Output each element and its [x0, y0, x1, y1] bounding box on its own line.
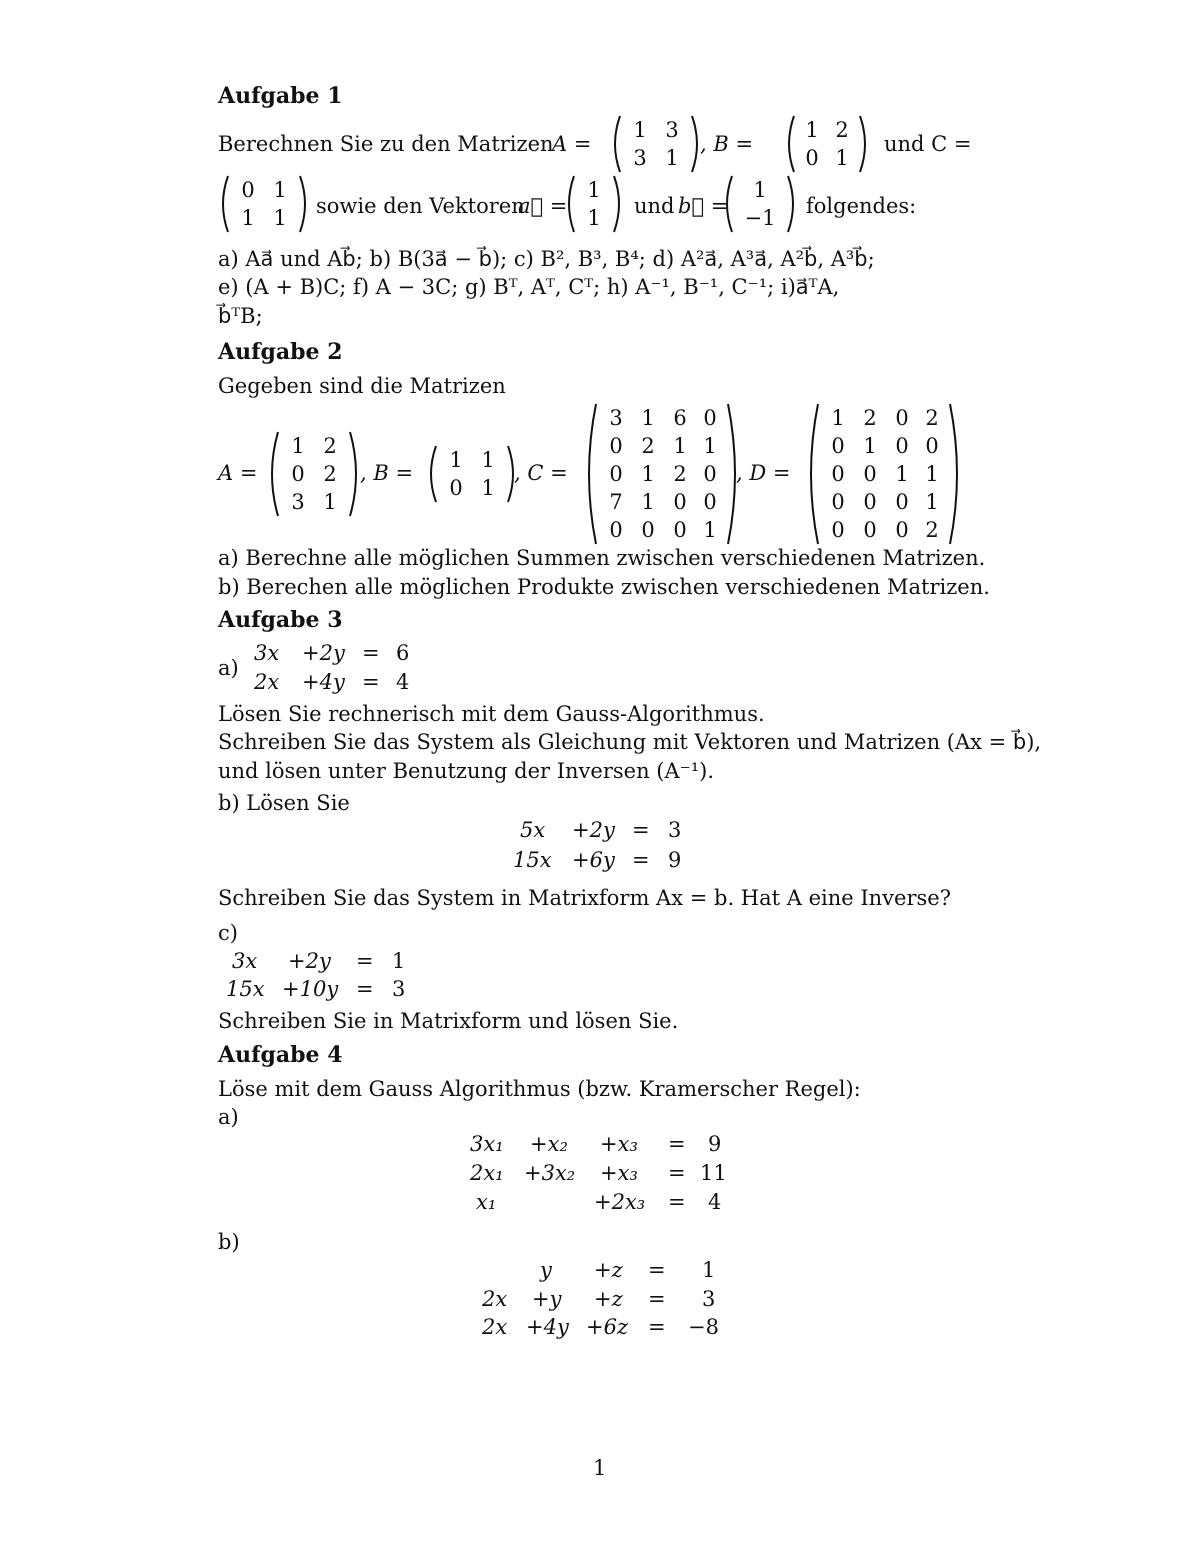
- matrix-cell: 1: [641, 462, 655, 486]
- heading-aufgabe-2: Aufgabe 2: [218, 339, 343, 365]
- a4-sys-a-r2-c2: +3x₂: [524, 1161, 576, 1185]
- a4-sys-b-r1-rhs: 1: [702, 1258, 716, 1282]
- a3-sys-b-r2-c2: +6y: [572, 848, 615, 872]
- a3-sys-c-r1-c1: 3x: [232, 949, 258, 973]
- a3-sys-c-r1-rhs: 1: [392, 949, 406, 973]
- a1-tasks-e-i: e) (A + B)C; f) A − 3C; g) Bᵀ, Aᵀ, Cᵀ; h) A⁻¹, B⁻¹, C⁻¹; i)a⃗ᵀA,: [218, 275, 840, 299]
- a4-sys-a-r3-c3: +2x₃: [594, 1190, 646, 1214]
- matrix-cell: 0: [291, 462, 305, 486]
- a4-sys-b-r1-eq: =: [648, 1258, 666, 1282]
- a2-matrix-C: [584, 402, 740, 546]
- matrix-cell: 1: [641, 406, 655, 430]
- a1-sowie: sowie den Vektoren: [316, 194, 525, 218]
- a3-sys-a-r1-eq: =: [362, 641, 380, 665]
- vector-cell: 1: [753, 178, 767, 202]
- a1-vec-b-label: b⃗ =: [678, 194, 729, 218]
- matrix-cell: 0: [863, 518, 877, 542]
- matrix-cell: 1: [703, 518, 717, 542]
- a3-sys-a-r1-c1: 3x: [254, 641, 280, 665]
- a3-text-2: Schreiben Sie das System als Gleichung mit Vektoren und Matrizen (Ax = b⃗),: [218, 730, 1042, 754]
- matrix-cell: 1: [863, 434, 877, 458]
- a4-sys-a-r2-c1: 2x₁: [470, 1161, 504, 1185]
- a3-sys-b-r2-eq: =: [632, 848, 650, 872]
- matrix-cell: 1: [925, 490, 939, 514]
- a1-A-label: A =: [552, 132, 592, 156]
- a3-label-b: b) Lösen Sie: [218, 791, 350, 815]
- a4-sys-a-r1-c2: +x₂: [530, 1132, 568, 1156]
- a3-sys-a-r1-c2: +2y: [302, 641, 345, 665]
- matrix-cell: 3: [665, 118, 679, 142]
- vector-cell: 1: [587, 206, 601, 230]
- matrix-cell: 7: [609, 490, 623, 514]
- a3-sys-c-r1-c2: +2y: [288, 949, 331, 973]
- a1-matrix-B: [782, 114, 872, 174]
- matrix-cell: 0: [895, 518, 909, 542]
- a1-matrix-C: [216, 174, 312, 234]
- a3-sys-b-r1-eq: =: [632, 818, 650, 842]
- matrix-cell: 0: [241, 178, 255, 202]
- a4-sys-b-r2-eq: =: [648, 1287, 666, 1311]
- matrix-cell: 1: [805, 118, 819, 142]
- matrix-cell: 0: [895, 434, 909, 458]
- a4-sys-b-r2-rhs: 3: [702, 1287, 716, 1311]
- a4-sys-b-r2-c2: +y: [532, 1287, 562, 1311]
- a1-folgendes: folgendes:: [806, 194, 917, 218]
- a4-sys-a-r1-c1: 3x₁: [470, 1132, 504, 1156]
- matrix-cell: 0: [703, 490, 717, 514]
- matrix-cell: 0: [831, 490, 845, 514]
- a2-B-label: , B =: [360, 461, 414, 485]
- heading-aufgabe-1: Aufgabe 1: [218, 83, 343, 109]
- a4-label-b: b): [218, 1230, 240, 1254]
- a4-sys-a-r1-c3: +x₃: [600, 1132, 638, 1156]
- matrix-cell: 0: [673, 490, 687, 514]
- matrix-cell: 0: [805, 146, 819, 170]
- matrix-cell: 1: [273, 206, 287, 230]
- a4-sys-b-r1-c2: y: [540, 1258, 552, 1282]
- a3-sys-a-r2-eq: =: [362, 670, 380, 694]
- matrix-cell: 1: [633, 118, 647, 142]
- matrix-cell: 0: [925, 434, 939, 458]
- a4-intro: Löse mit dem Gauss Algorithmus (bzw. Kramerscher Regel):: [218, 1077, 861, 1101]
- matrix-cell: 0: [673, 518, 687, 542]
- matrix-cell: 1: [835, 146, 849, 170]
- a3-sys-b-r1-c2: +2y: [572, 818, 615, 842]
- matrix-cell: 0: [831, 518, 845, 542]
- a2-A-label: A =: [218, 461, 258, 485]
- matrix-cell: 1: [481, 448, 495, 472]
- vector-cell: 1: [587, 178, 601, 202]
- a4-sys-b-r3-c2: +4y: [526, 1315, 569, 1339]
- a2-task-a: a) Berechne alle möglichen Summen zwischen verschiedenen Matrizen.: [218, 546, 986, 570]
- a4-sys-b-r3-rhs: −8: [688, 1315, 719, 1339]
- a4-sys-a-r2-rhs: 11: [700, 1161, 727, 1185]
- a3-sys-a-r2-rhs: 4: [396, 670, 410, 694]
- a3-text-5: Schreiben Sie in Matrixform und lösen Sie.: [218, 1009, 679, 1033]
- matrix-cell: 0: [863, 490, 877, 514]
- a1-matrix-A: [608, 114, 704, 174]
- matrix-cell: 1: [895, 462, 909, 486]
- matrix-cell: 3: [609, 406, 623, 430]
- a1-intro: Berechnen Sie zu den Matrizen: [218, 132, 554, 156]
- matrix-cell: 1: [665, 146, 679, 170]
- matrix-cell: 0: [609, 518, 623, 542]
- a3-label-a: a): [218, 656, 239, 680]
- a2-D-label: , D =: [736, 461, 791, 485]
- a3-text-3: und lösen unter Benutzung der Inversen (A⁻¹).: [218, 759, 715, 783]
- matrix-cell: 2: [863, 406, 877, 430]
- matrix-cell: 2: [323, 434, 337, 458]
- matrix-cell: 0: [609, 434, 623, 458]
- a2-C-label: , C =: [514, 461, 568, 485]
- matrix-cell: 1: [831, 406, 845, 430]
- a1-vector-b: [720, 174, 800, 234]
- matrix-cell: 0: [831, 434, 845, 458]
- a4-sys-b-r1-c3: +z: [594, 1258, 623, 1282]
- a4-sys-a-r2-c3: +x₃: [600, 1161, 638, 1185]
- matrix-cell: 2: [925, 518, 939, 542]
- matrix-cell: 1: [703, 434, 717, 458]
- matrix-cell: 2: [835, 118, 849, 142]
- a2-intro: Gegeben sind die Matrizen: [218, 374, 506, 398]
- a4-sys-b-r2-c1: 2x: [482, 1287, 508, 1311]
- a2-matrix-A: [266, 430, 362, 518]
- a3-sys-c-r1-eq: =: [356, 949, 374, 973]
- matrix-cell: 0: [863, 462, 877, 486]
- a3-sys-a-r1-rhs: 6: [396, 641, 410, 665]
- matrix-cell: 0: [895, 406, 909, 430]
- matrix-cell: 0: [895, 490, 909, 514]
- a4-sys-b-r2-c3: +z: [594, 1287, 623, 1311]
- a3-sys-b-r1-c1: 5x: [520, 818, 546, 842]
- a3-text-4: Schreiben Sie das System in Matrixform Ax = b. Hat A eine Inverse?: [218, 886, 951, 910]
- a3-sys-c-r2-c1: 15x: [226, 977, 265, 1001]
- matrix-cell: 0: [641, 518, 655, 542]
- a3-sys-c-r2-c2: +10y: [282, 977, 339, 1001]
- matrix-cell: 1: [241, 206, 255, 230]
- matrix-cell: 1: [291, 434, 305, 458]
- a4-sys-a-r1-eq: =: [668, 1132, 686, 1156]
- a4-sys-a-r2-eq: =: [668, 1161, 686, 1185]
- matrix-cell: 1: [323, 490, 337, 514]
- matrix-cell: 0: [831, 462, 845, 486]
- a4-sys-a-r3-c1: x₁: [476, 1190, 497, 1214]
- vector-cell: −1: [744, 206, 776, 230]
- matrix-cell: 1: [481, 476, 495, 500]
- a4-sys-b-r3-c1: 2x: [482, 1315, 508, 1339]
- a1-vector-a: [562, 174, 626, 234]
- a3-sys-c-r2-eq: =: [356, 977, 374, 1001]
- a3-sys-b-r2-rhs: 9: [668, 848, 682, 872]
- matrix-cell: 1: [925, 462, 939, 486]
- a3-sys-c-r2-rhs: 3: [392, 977, 406, 1001]
- a4-sys-a-r3-rhs: 4: [708, 1190, 722, 1214]
- matrix-cell: 0: [609, 462, 623, 486]
- matrix-cell: 2: [673, 462, 687, 486]
- heading-aufgabe-4: Aufgabe 4: [218, 1042, 343, 1068]
- a3-sys-a-r2-c2: +4y: [302, 670, 345, 694]
- a4-sys-a-r1-rhs: 9: [708, 1132, 722, 1156]
- a3-sys-a-r2-c1: 2x: [254, 670, 280, 694]
- matrix-cell: 2: [925, 406, 939, 430]
- matrix-cell: 1: [673, 434, 687, 458]
- a4-label-a: a): [218, 1105, 239, 1129]
- matrix-cell: 2: [323, 462, 337, 486]
- a1-B-label: , B =: [700, 132, 754, 156]
- a1-tasks-a-d: a) Aa⃗ und Ab⃗; b) B(3a⃗ − b⃗); c) B², B³, B⁴; d) A²a⃗, A³a⃗, A²b⃗, A³b⃗;: [218, 247, 875, 271]
- matrix-cell: 3: [633, 146, 647, 170]
- matrix-cell: 2: [641, 434, 655, 458]
- matrix-cell: 0: [449, 476, 463, 500]
- matrix-cell: 1: [641, 490, 655, 514]
- a2-task-b: b) Berechen alle möglichen Produkte zwischen verschiedenen Matrizen.: [218, 575, 990, 599]
- a3-label-c: c): [218, 921, 238, 945]
- page-number: 1: [593, 1456, 607, 1480]
- a4-sys-b-r3-c3: +6z: [586, 1315, 629, 1339]
- a1-vec-a-label: a⃗ =: [518, 194, 568, 218]
- matrix-cell: 1: [273, 178, 287, 202]
- a4-sys-a-r3-eq: =: [668, 1190, 686, 1214]
- matrix-cell: 6: [673, 406, 687, 430]
- a1-task-bt: b⃗ᵀB;: [218, 304, 263, 328]
- a2-matrix-B: [424, 444, 520, 504]
- matrix-cell: 0: [703, 406, 717, 430]
- a1-und-C: und C =: [884, 132, 972, 156]
- heading-aufgabe-3: Aufgabe 3: [218, 607, 343, 633]
- matrix-cell: 3: [291, 490, 305, 514]
- a3-text-1: Lösen Sie rechnerisch mit dem Gauss-Algorithmus.: [218, 702, 765, 726]
- a1-und: und: [634, 194, 675, 218]
- a3-sys-b-r1-rhs: 3: [668, 818, 682, 842]
- matrix-cell: 0: [703, 462, 717, 486]
- matrix-cell: 1: [449, 448, 463, 472]
- a4-sys-b-r3-eq: =: [648, 1315, 666, 1339]
- a2-matrix-D: [806, 402, 962, 546]
- a3-sys-b-r2-c1: 15x: [513, 848, 552, 872]
